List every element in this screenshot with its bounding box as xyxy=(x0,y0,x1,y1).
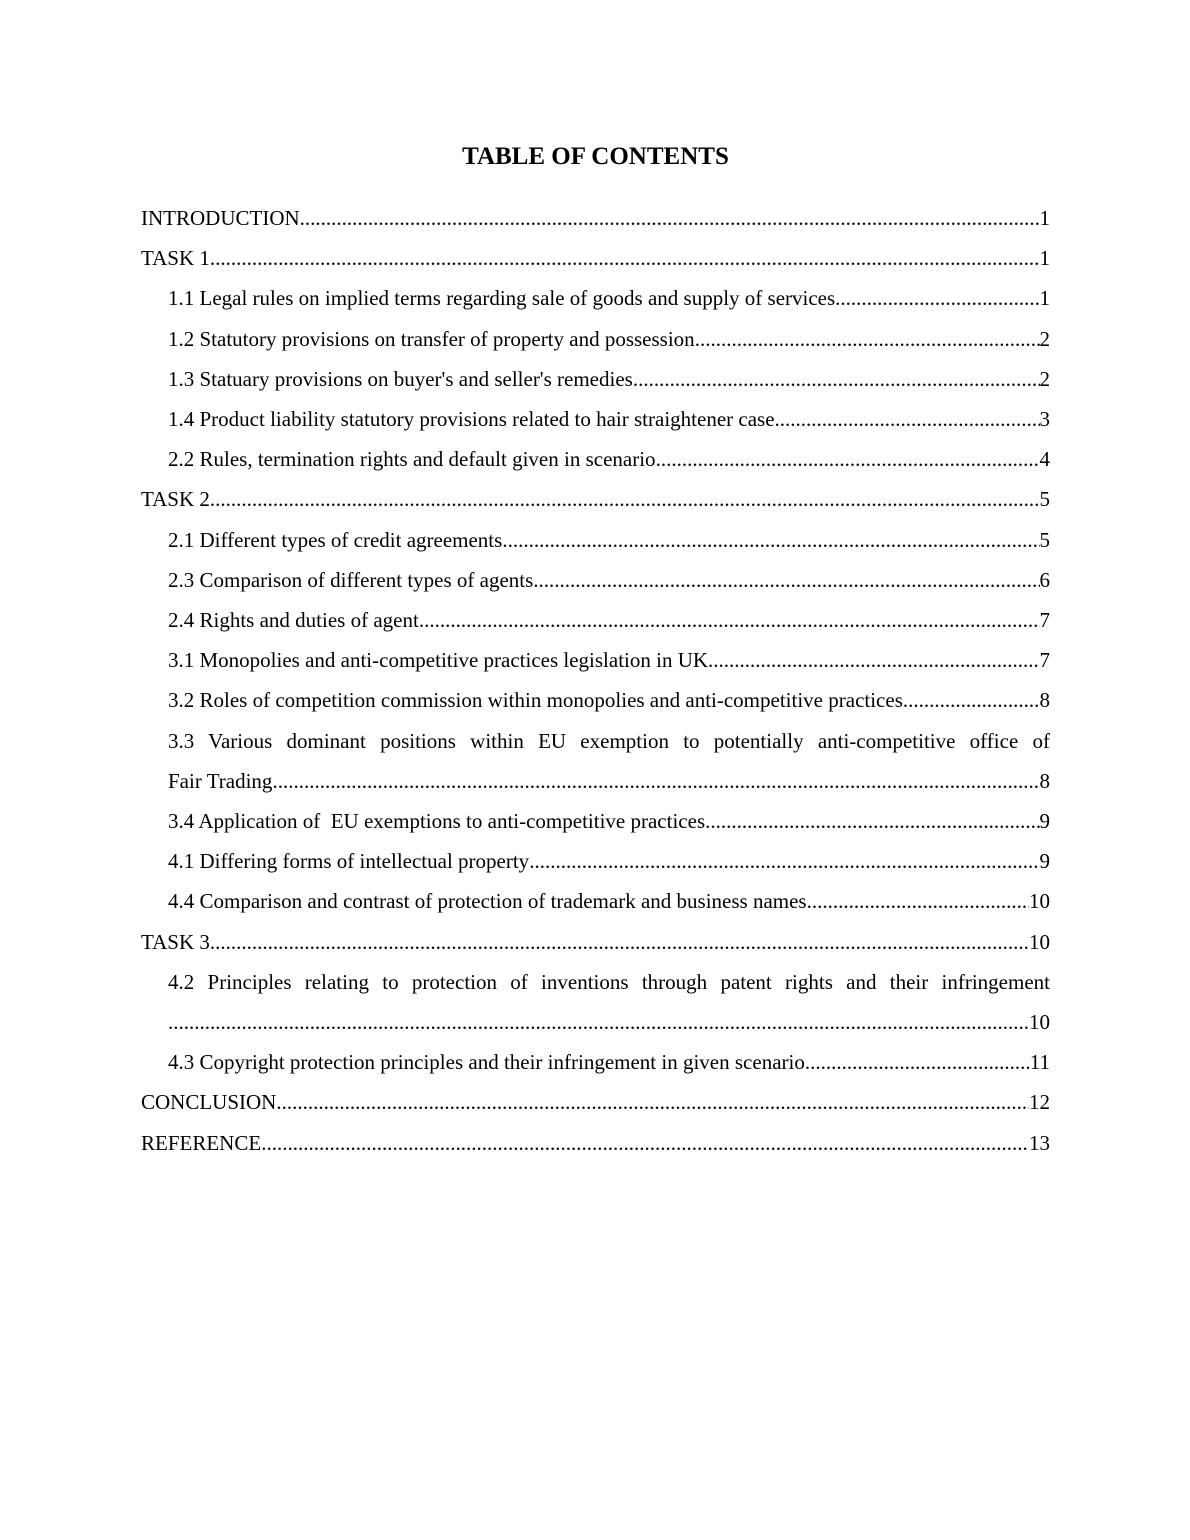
toc-entry-label: INTRODUCTION xyxy=(141,206,300,230)
toc-entry-label: 4.3 Copyright protection principles and their infringement in given scenario xyxy=(168,1050,805,1075)
toc-entry-4-2[interactable] xyxy=(141,962,1050,1042)
dot-leader xyxy=(633,359,1040,399)
document-page xyxy=(141,140,1050,1163)
dot-leader xyxy=(502,520,1039,560)
toc-entry-label: 1.4 Product liability statutory provisions related to hair straightener case xyxy=(168,407,775,432)
dot-leader xyxy=(276,1082,1029,1122)
toc-entry-label: 2.3 Comparison of different types of agents xyxy=(168,567,534,592)
dot-leader xyxy=(261,1123,1029,1163)
dot-leader xyxy=(807,881,1029,921)
toc-entry-label: 2.2 Rules, termination rights and default given in scenario xyxy=(168,447,656,472)
toc-entry-label-continued: Fair Trading xyxy=(168,768,273,793)
toc-entry-4-4[interactable] xyxy=(141,881,1050,921)
toc-entry-page: 3 xyxy=(1039,407,1050,432)
toc-entry-label: TASK 1 xyxy=(141,246,210,271)
toc-entry-2-1[interactable] xyxy=(141,520,1050,560)
toc-entry-1-3[interactable] xyxy=(141,359,1050,399)
toc-entry-task-3[interactable] xyxy=(141,922,1050,962)
toc-entry-4-1[interactable] xyxy=(141,841,1050,881)
toc-entry-2-2[interactable] xyxy=(141,439,1050,479)
dot-leader xyxy=(903,680,1040,720)
toc-entry-introduction[interactable] xyxy=(141,198,1050,238)
toc-entry-task-2[interactable] xyxy=(141,479,1050,519)
dot-leader xyxy=(656,439,1040,479)
dot-leader xyxy=(775,399,1040,439)
toc-entry-page: 2 xyxy=(1039,326,1050,351)
toc-entry-1-2[interactable] xyxy=(141,319,1050,359)
toc-entry-3-2[interactable] xyxy=(141,680,1050,720)
toc-entry-label: REFERENCE xyxy=(141,1130,262,1155)
dot-leader xyxy=(272,761,1039,801)
toc-entry-label: 2.4 Rights and duties of agent xyxy=(168,608,419,633)
toc-entry-label: 2.1 Different types of credit agreements xyxy=(168,527,503,552)
toc-entry-label: 4.1 Differing forms of intellectual property xyxy=(168,849,530,874)
toc-title: TABLE OF CONTENTS xyxy=(462,143,729,170)
toc-entry-page: 10 xyxy=(1029,889,1050,914)
toc-entry-label: 3.3 Various dominant positions within EU exemption to potentially anti-competitive office of xyxy=(168,728,1050,753)
dot-leader xyxy=(705,801,1039,841)
toc-entry-label: 3.1 Monopolies and anti-competitive practices legislation in UK xyxy=(168,648,709,673)
dot-leader xyxy=(835,278,1039,318)
toc-entry-page: 5 xyxy=(1039,487,1050,512)
toc-entry-label: CONCLUSION xyxy=(141,1090,277,1115)
dot-leader xyxy=(210,922,1029,962)
toc-entry-page: 8 xyxy=(1039,768,1050,793)
dot-leader xyxy=(533,560,1039,600)
toc-entry-page: 5 xyxy=(1039,527,1050,552)
toc-entry-page: 7 xyxy=(1039,608,1050,633)
dot-leader xyxy=(805,1042,1030,1082)
toc-entry-task-1[interactable] xyxy=(141,238,1050,278)
dot-leader xyxy=(168,1002,1029,1042)
dot-leader xyxy=(300,198,1040,238)
toc-entry-label: 1.2 Statutory provisions on transfer of property and possession xyxy=(168,326,695,351)
dot-leader xyxy=(210,479,1040,519)
toc-entry-4-3[interactable] xyxy=(141,1042,1050,1082)
toc-entry-1-4[interactable] xyxy=(141,399,1050,439)
toc-entry-page: 9 xyxy=(1039,849,1050,874)
toc-entry-3-4[interactable] xyxy=(141,801,1050,841)
dot-leader xyxy=(419,600,1040,640)
toc-entry-label: 3.2 Roles of competition commission within monopolies and anti-competitive practices xyxy=(168,688,903,713)
toc-entry-page: 6 xyxy=(1039,567,1050,592)
toc-entry-page: 1 xyxy=(1039,206,1050,230)
toc-entry-page: 1 xyxy=(1039,286,1050,311)
toc-entry-label: 4.4 Comparison and contrast of protection of trademark and business names xyxy=(168,889,807,914)
dot-leader xyxy=(529,841,1039,881)
toc-entry-2-4[interactable] xyxy=(141,600,1050,640)
toc-entry-2-3[interactable] xyxy=(141,560,1050,600)
toc-entry-page: 1 xyxy=(1039,246,1050,271)
dot-leader xyxy=(708,640,1039,680)
toc-entry-page: 7 xyxy=(1039,648,1050,673)
toc-entry-page: 11 xyxy=(1029,1050,1050,1075)
toc-entry-page: 13 xyxy=(1029,1130,1050,1155)
dot-leader xyxy=(695,319,1040,359)
toc-entry-label: 4.2 Principles relating to protection of inventions through patent rights and their infringement xyxy=(168,969,1050,994)
toc-entry-label: 1.1 Legal rules on implied terms regarding sale of goods and supply of services xyxy=(168,286,836,311)
toc-entry-1-1[interactable] xyxy=(141,278,1050,318)
toc-entry-conclusion[interactable] xyxy=(141,1082,1050,1122)
toc-entry-page: 9 xyxy=(1039,809,1050,834)
toc-entry-page: 10 xyxy=(1029,1010,1050,1035)
toc-entry-3-3[interactable] xyxy=(141,721,1050,801)
toc-entry-label: TASK 2 xyxy=(141,487,210,512)
toc-entry-3-1[interactable] xyxy=(141,640,1050,680)
toc-entry-label: 3.4 Application of EU exemptions to anti-competitive practices xyxy=(168,809,706,834)
toc-entry-page: 4 xyxy=(1039,447,1050,472)
toc-entry-label: 1.3 Statuary provisions on buyer's and seller's remedies xyxy=(168,366,633,391)
toc-entry-page: 12 xyxy=(1029,1090,1050,1115)
toc-entry-reference[interactable] xyxy=(141,1123,1050,1163)
toc-entry-page: 10 xyxy=(1029,929,1050,954)
toc-entry-label: TASK 3 xyxy=(141,929,210,954)
toc-list xyxy=(141,198,1050,1163)
dot-leader xyxy=(210,238,1040,278)
toc-entry-page: 8 xyxy=(1039,688,1050,713)
toc-entry-page: 2 xyxy=(1039,366,1050,391)
